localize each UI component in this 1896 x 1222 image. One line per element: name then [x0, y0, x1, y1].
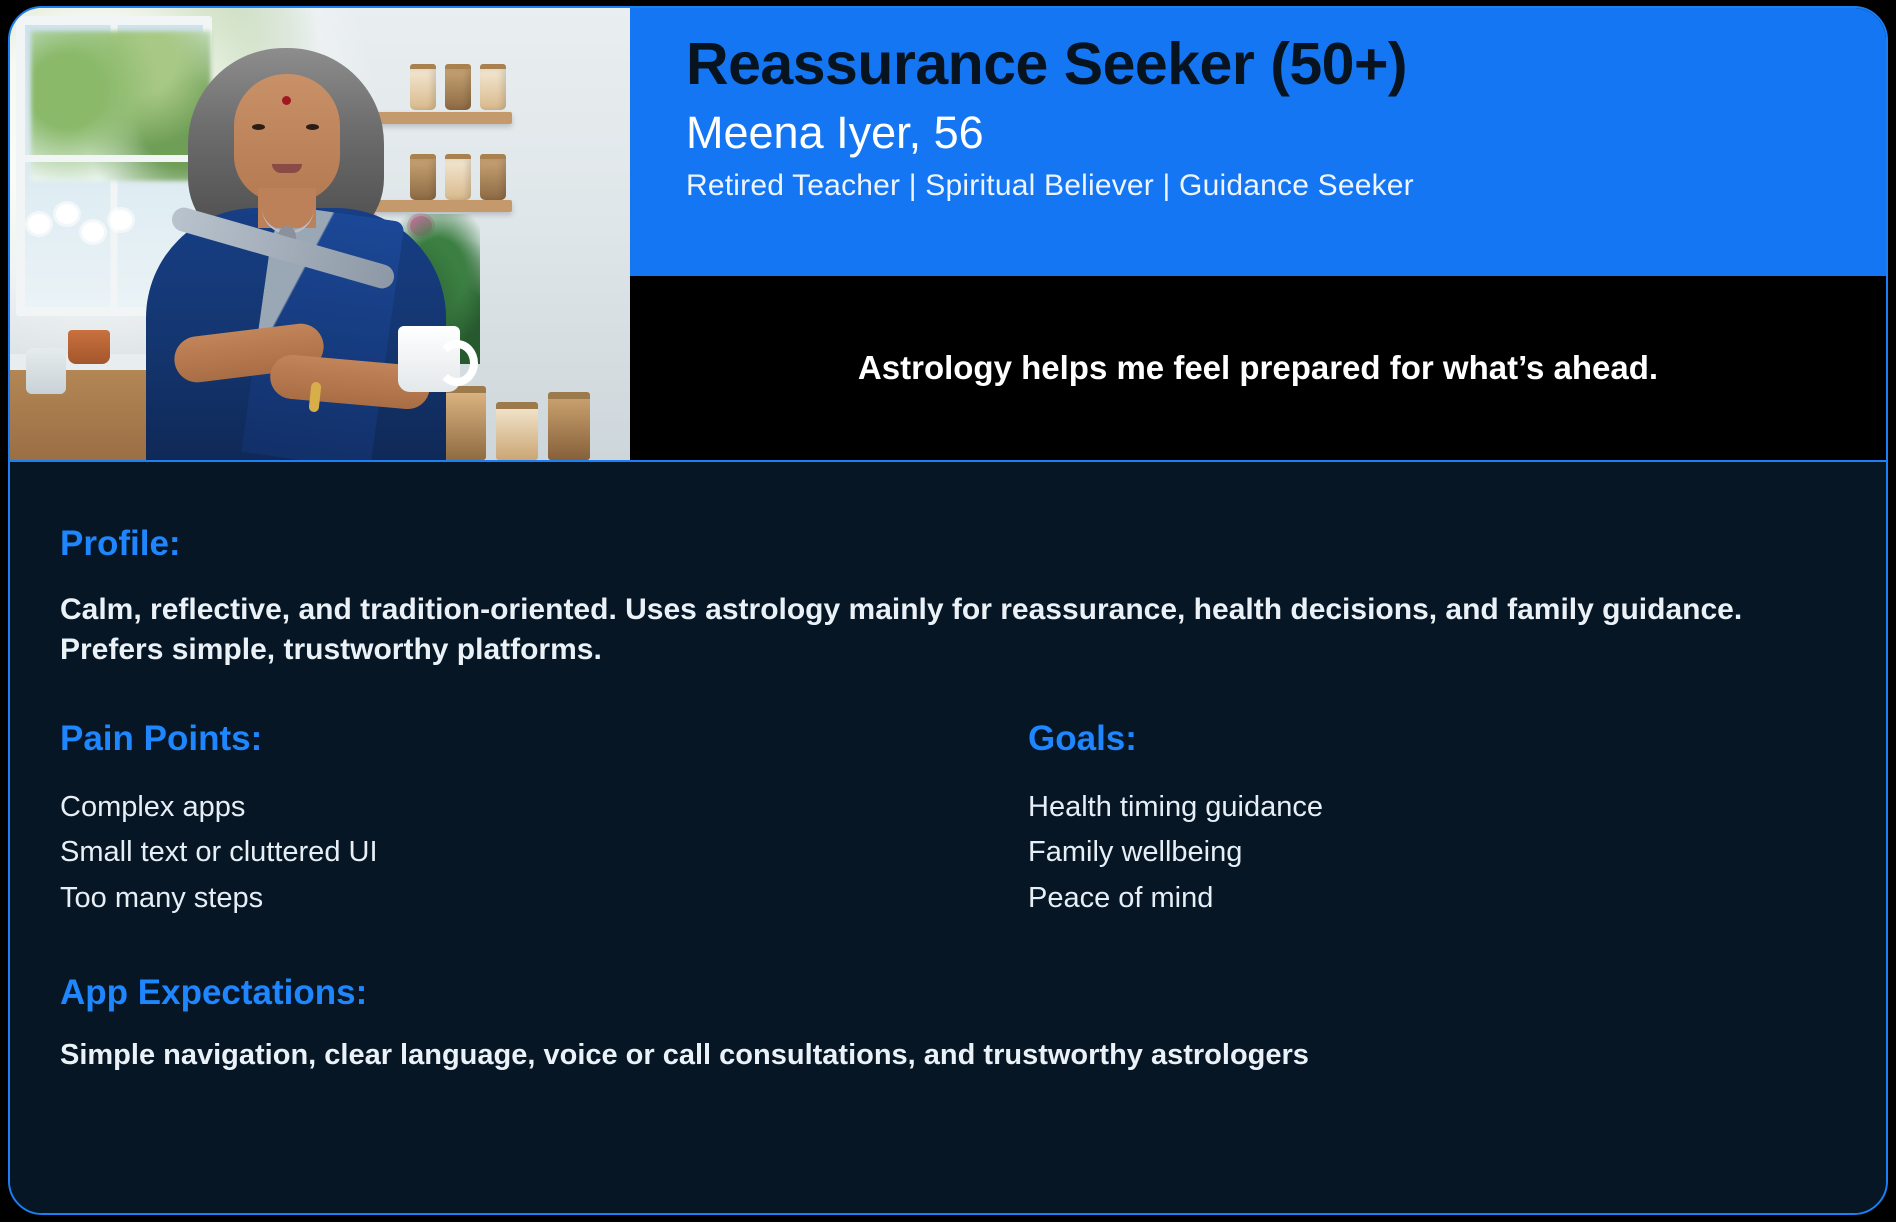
- persona-quote-bar: [630, 276, 1886, 460]
- list-item: Small text or cluttered UI: [60, 836, 378, 869]
- pain-goals-columns: [60, 719, 1836, 921]
- face: [234, 74, 340, 202]
- list-item: Complex apps: [60, 791, 246, 824]
- header-text-zone: [630, 8, 1886, 460]
- mouth: [272, 164, 302, 173]
- page-title: Reassurance Seeker (50+): [686, 31, 1408, 97]
- persona-header: [10, 8, 1886, 460]
- pain-points-list: [60, 785, 948, 921]
- faucet-icon: [26, 348, 66, 394]
- app-expectations-heading: App Expectations:: [60, 972, 368, 1012]
- persona-title-block: [630, 8, 1886, 276]
- pain-points-heading: Pain Points:: [60, 719, 263, 759]
- goals-column: [948, 719, 1836, 921]
- persona-card: [8, 6, 1888, 1215]
- goals-heading: Goals:: [1028, 719, 1137, 759]
- white-orchid-icon: [22, 204, 142, 290]
- profile-text: Calm, reflective, and tradition-oriented. Uses astrology mainly for reassurance, health decisions, and family guidance. Prefers simple, trustworthy platforms.: [60, 593, 1743, 666]
- list-item: Peace of mind: [1028, 881, 1214, 914]
- pain-points-column: [60, 719, 948, 921]
- persona-roles: Retired Teacher | Spiritual Believer | Guidance Seeker: [686, 169, 1414, 203]
- app-expectations-block: [60, 973, 1836, 1072]
- persona-body: [10, 460, 1886, 1213]
- eye: [252, 124, 265, 130]
- persona-quote: Astrology helps me feel prepared for what’s ahead.: [857, 349, 1659, 386]
- app-expectations-text: Simple navigation, clear language, voice or call consultations, and trustworthy astrologers: [60, 1038, 1309, 1071]
- jar-icon: [548, 392, 590, 460]
- goals-list: [1028, 785, 1836, 921]
- coffee-mug-icon: [398, 326, 460, 392]
- persona-portrait: [10, 8, 630, 460]
- eye: [306, 124, 319, 130]
- list-item: Health timing guidance: [1028, 791, 1324, 824]
- list-item: Too many steps: [60, 881, 264, 914]
- persona-name-age: Meena Iyer, 56: [686, 106, 984, 158]
- flower-pot-icon: [68, 330, 110, 364]
- list-item: Family wellbeing: [1028, 836, 1243, 869]
- bindi-icon: [282, 96, 291, 105]
- profile-heading: Profile:: [60, 524, 181, 563]
- persona-figure: [130, 30, 520, 460]
